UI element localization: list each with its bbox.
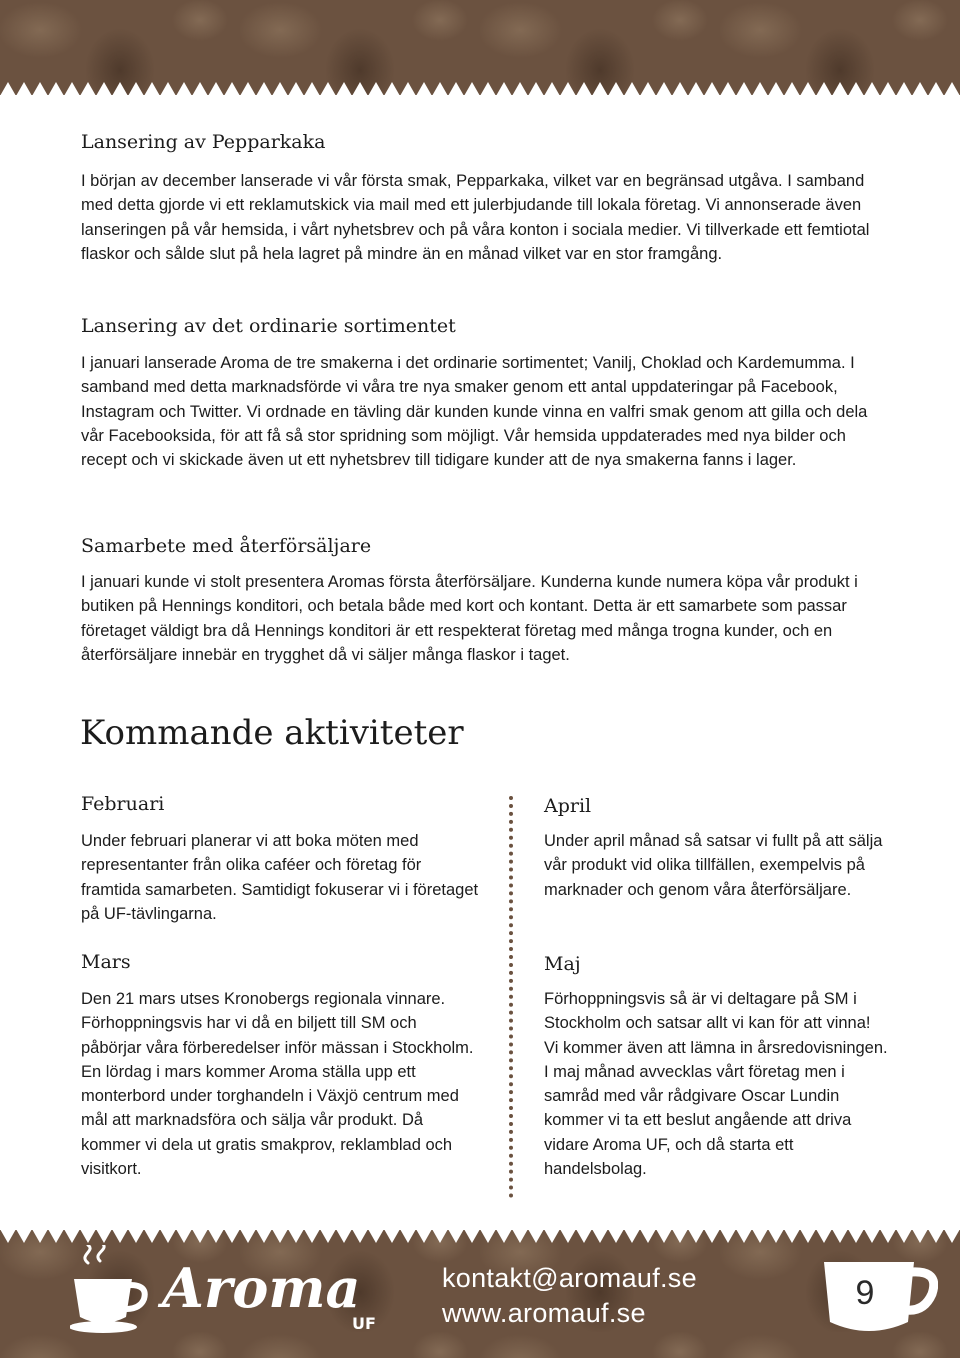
month-heading-mars: Mars [81,951,131,973]
section-body-pepparkaka: I början av december lanserade vi vår första smak, Pepparkaka, vilket var en begränsad utgåva. I samband med detta gjorde vi ett reklamutskick via mail med ett julerbjudande till lokala företag. Vi annonserade även lanseringen på vår hemsida, i vårt nyhetsbrev och på våra konton i sociala medier. Vi tillverkade ett femtiotal flaskor och sålde slut på hela lagret på mindre än en månad vilket var en stor framgång. [81,172,870,263]
section-heading-ordinarie-sortiment: Lansering av det ordinarie sortimentet [81,315,456,337]
zigzag-top-edge [0,82,960,96]
month-block-februari [81,793,481,926]
month-body-mars: Den 21 mars utses Kronobergs regionala vinnare. Förhoppningsvis har vi då en biljett till SM och påbörjar våra förberedelser inför mässan i Stockholm. En lördag i mars kommer Aroma ställa upp ett monterbord under torghandeln i Växjö centrum med mål att marknadsföra och sälja vår produkt. Då kommer vi dela ut gratis smakprov, reklamblad och visitkort. [81,990,474,1179]
month-heading-april: April [544,795,592,817]
logo-uf-mark: UF [352,1314,376,1333]
section-heading-aterforsaljare: Samarbete med återförsäljare [81,535,372,557]
section-heading-pepparkaka: Lansering av Pepparkaka [81,131,326,153]
coffee-cup-icon [70,1245,145,1333]
upcoming-activities-title: Kommande aktiviteter [80,713,464,753]
page-number: 9 [855,1274,875,1312]
month-body-maj: Förhoppningsvis så är vi deltagare på SM i Stockholm och satsar allt vi kan för att vinna! Vi kommer även att lämna in årsredovisningen. I maj månad avvecklas vårt företag men i samråd med vår rådgivare Oscar Lundin kommer vi ta ett beslut angående att driva vidare Aroma UF, och då starta ett handelsbolag. [544,990,888,1179]
month-block-mars [81,951,481,1181]
contact-email-link[interactable]: kontakt@aromauf.se [442,1263,697,1293]
section-body-ordinarie-sortiment: I januari lanserade Aroma de tre smakerna i det ordinarie sortimentet; Vanilj, Choklad och Kardemumma. I samband med detta marknadsförde vi våra tre nya smaker genom ett antal uppdateringar på Facebook, Instagram och Twitter. Vi ordnade en tävling där kunden kunde vinna en valfri smak genom att gilla och dela vår Facebooksida, för att få så stor spridning som möjligt. Vår hemsida uppdaterades med nya bilder och recept och vi skickade även ut ett nyhetsbrev till tidigare kunder att de nya smakerna fanns i lager. [81,354,868,470]
month-block-april [544,795,889,902]
month-heading-maj: Maj [544,953,581,975]
section-body-aterforsaljare: I januari kunde vi stolt presentera Aromas första återförsäljare. Kunderna kunde numera köpa vår produkt i butiken på Hennings konditori, och betala både med kort och kontant. Detta är ett samarbete som passar företaget väldigt bra då Hennings konditori är ett respekterat företag med många trogna kunder, och en återförsäljare innebär en trygghet då vi säljer många flaskor i taget. [81,573,858,664]
month-heading-februari: Februari [81,793,165,815]
month-block-maj [544,953,889,1181]
aroma-uf-logo [70,1245,390,1340]
column-divider [509,796,513,1198]
website-link[interactable]: www.aromauf.se [442,1298,646,1328]
zigzag-bottom-edge [0,1229,960,1243]
month-body-april: Under april månad så satsar vi fullt på att sälja vår produkt vid olika tillfällen, exempelvis på marknader och genom våra återförsäljare. [544,832,883,899]
logo-wordmark: Aroma [162,1256,361,1320]
month-body-februari: Under februari planerar vi att boka möten med representanter från olika caféer och företag för framtida samarbeten. Samtidigt fokuserar vi i företaget på UF-tävlingarna. [81,832,479,923]
